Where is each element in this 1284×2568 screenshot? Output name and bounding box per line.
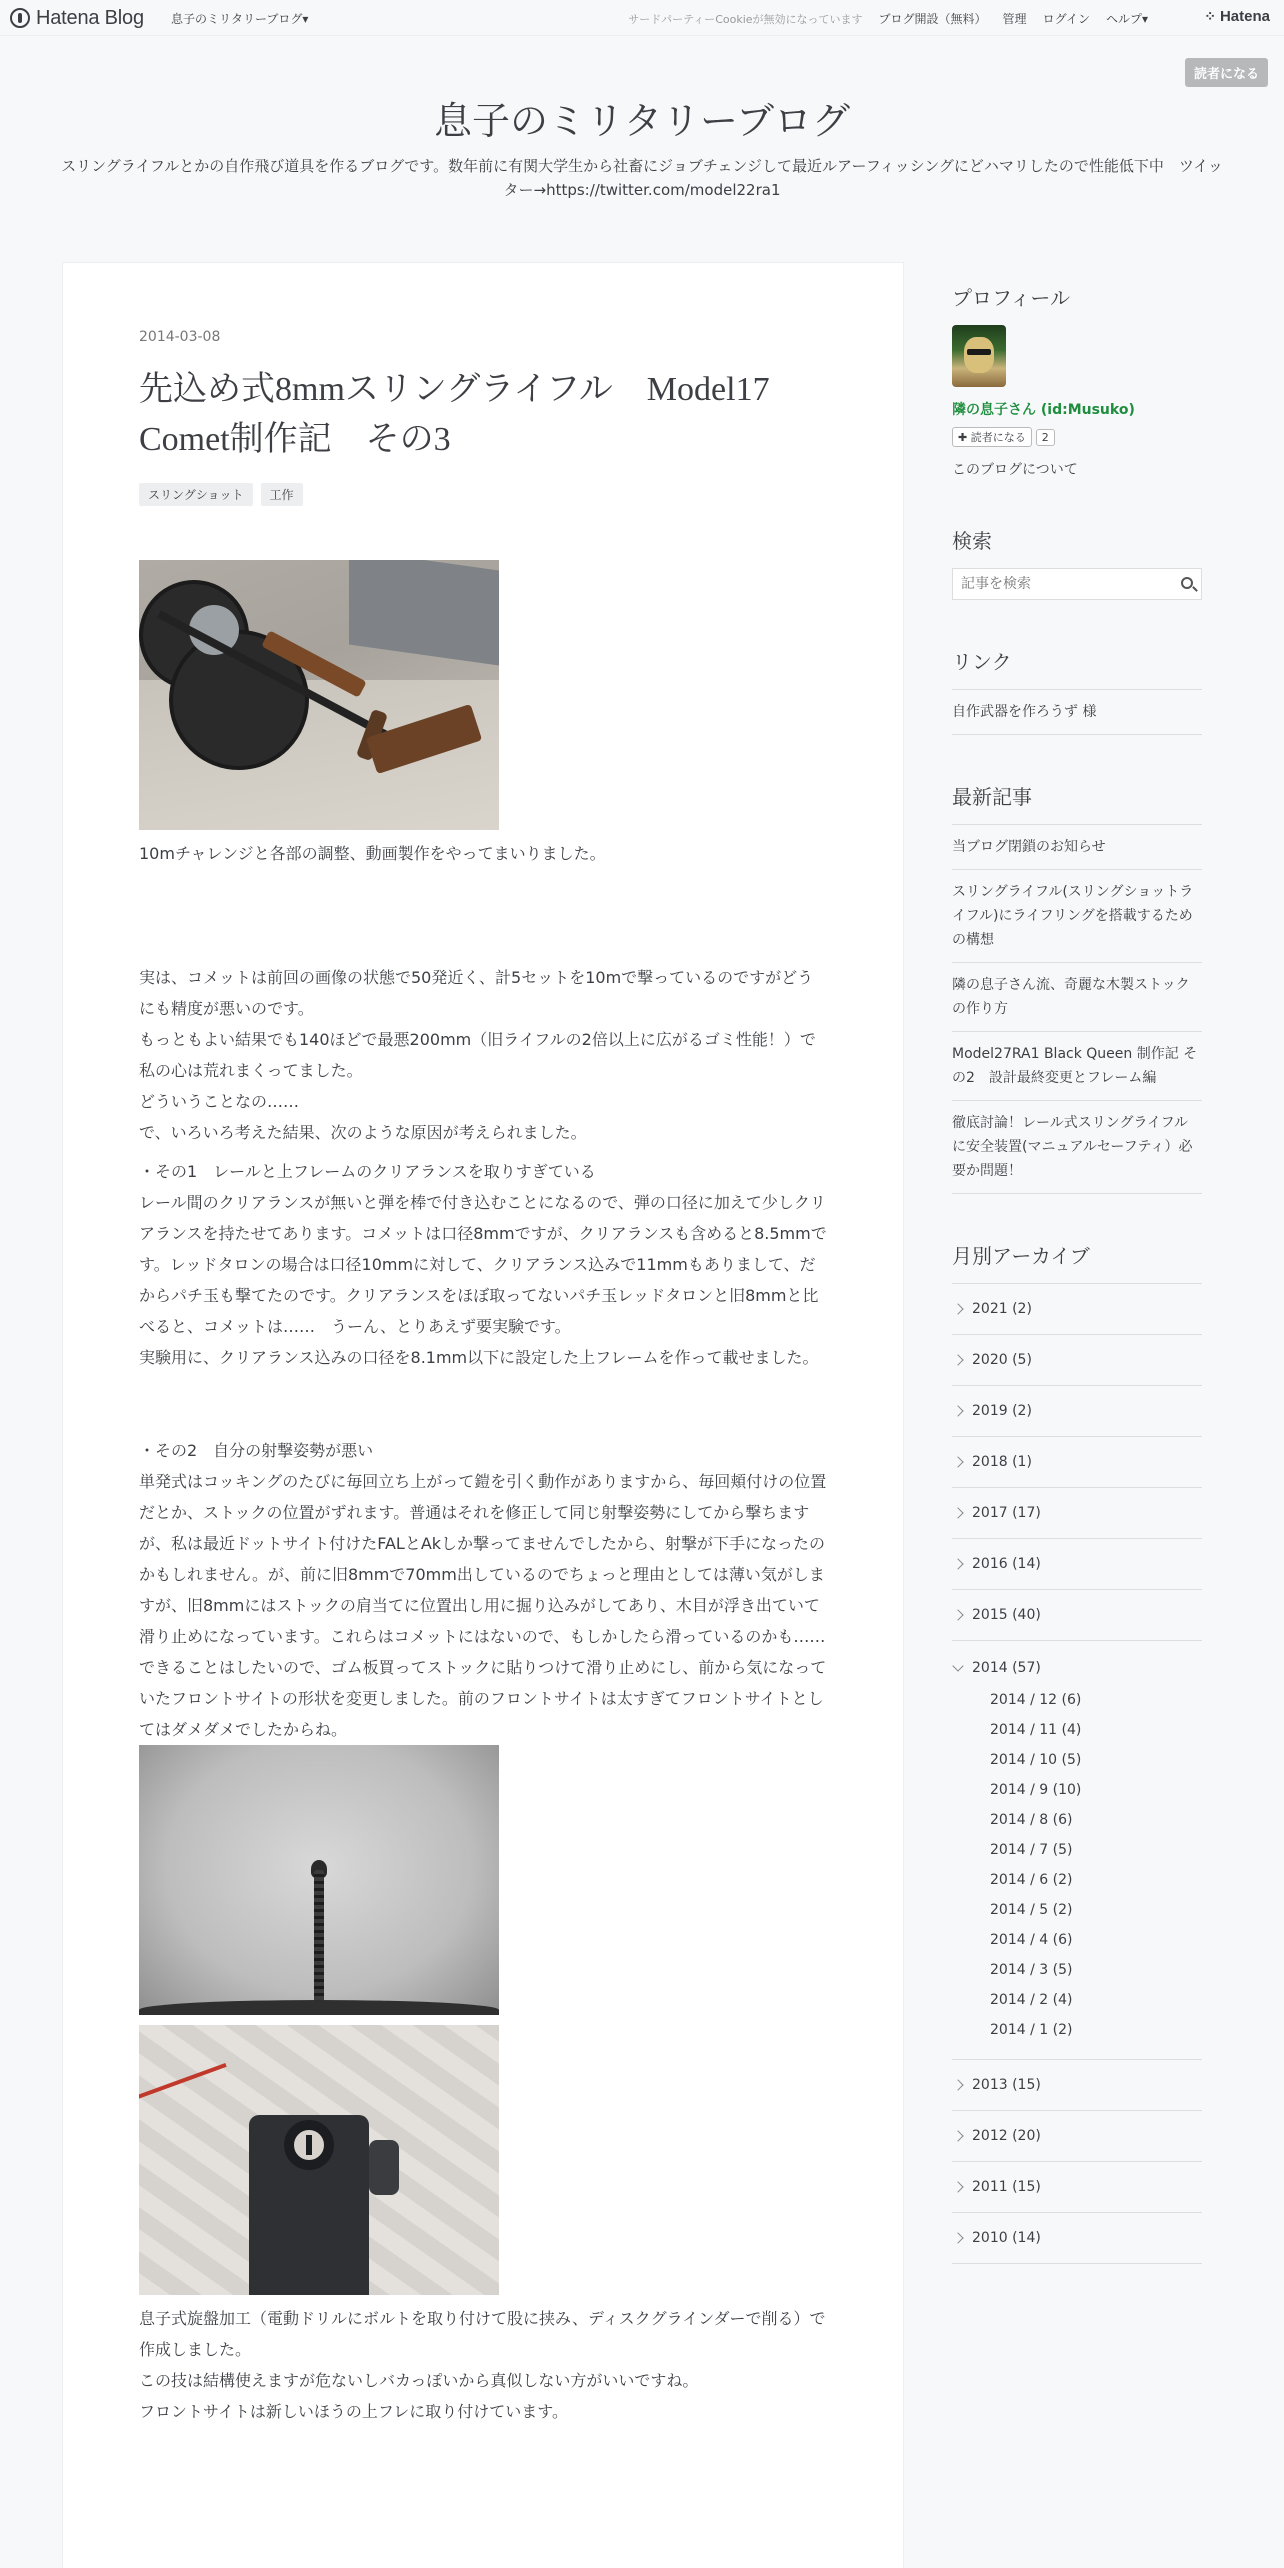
entry-body	[139, 560, 829, 2427]
recent-entry[interactable]: Model27RA1 Black Queen 制作記 その2 設計最終変更とフレーム編	[952, 1032, 1202, 1101]
paragraph: 単発式はコッキングのたびに毎回立ち上がって鎧を引く動作がありますから、毎回頬付けの位置だとか、ストックの位置がずれます。普通はそれを修正して同じ射撃姿勢にしてから撃ちますが、私は最近ドットサイト付けたFALとAkしか撃ってませんでしたから、射撃が下手になったのかもしれません。が、前に旧8mmで70mm出しているのでちょっと理由としては薄い気がしますが、旧8mmにはストックの肩当てに位置出し用に掘り込みがしてあり、木目が浮き出ていて滑り止めになっています。これらはコメットにはないので、もしかしたら滑っているのかも……	[139, 1472, 827, 1646]
blog-menu[interactable]: 息子のミリタリーブログ▾	[171, 12, 309, 26]
chevron-right-icon	[952, 2130, 963, 2141]
hatena-logo[interactable]	[1204, 8, 1270, 25]
paragraph: フロントサイトは新しいほうの上フレに取り付けています。	[139, 2402, 568, 2421]
profile-buttons	[952, 427, 1202, 447]
archive-month[interactable]: 2014 / 12 (6)	[990, 1692, 1082, 1708]
subscribe-button[interactable]: 読者になる	[1185, 58, 1268, 87]
chevron-right-icon	[952, 1609, 963, 1620]
front-sight-mounted-photo[interactable]	[139, 2025, 499, 2295]
links-list	[952, 689, 1202, 735]
recent-heading: 最新記事	[952, 785, 1032, 809]
logo-text: Hatena Blog	[36, 6, 144, 29]
archive-year-label: 2013 (15)	[972, 2077, 1041, 2093]
photo-door	[349, 560, 499, 666]
archive-month[interactable]: 2014 / 3 (5)	[990, 1962, 1073, 1978]
paragraph: で、いろいろ考えた結果、次のような原因が考えられました。	[139, 1123, 587, 1142]
spacer	[139, 1404, 829, 1435]
hatena-dots-icon: ⁘	[1204, 8, 1216, 24]
recent-list	[952, 824, 1202, 1194]
chevron-right-icon	[952, 1456, 963, 1467]
category-tag[interactable]: 工作	[261, 483, 303, 506]
archive-month[interactable]: 2014 / 2 (4)	[990, 1992, 1073, 2008]
archive-year[interactable]	[952, 1335, 1202, 1386]
entry-title-line2: Comet制作記 その3	[139, 421, 451, 458]
archive-list	[952, 1283, 1202, 2264]
photo-sight-post	[314, 1870, 324, 2005]
paragraph: 実は、コメットは前回の画像の状態で50発近く、計5セットを10mで撃っているのですがどうにも精度が悪いのです。	[139, 968, 814, 1018]
hatena-blog-logo[interactable]	[10, 6, 144, 30]
archive-year-label: 2012 (20)	[972, 2128, 1041, 2144]
help-menu[interactable]: ヘルプ▾	[1105, 12, 1148, 26]
spacer	[139, 900, 829, 931]
profile-heading: プロフィール	[952, 286, 1070, 310]
search-box	[952, 568, 1202, 600]
recent-entry[interactable]: 当ブログ閉鎖のお知らせ	[952, 825, 1202, 870]
rifle-photo[interactable]	[139, 560, 499, 830]
archive-year[interactable]	[952, 2213, 1202, 2264]
photo-sight-knob	[369, 2140, 399, 2195]
chevron-right-icon	[952, 1354, 963, 1365]
archive-month[interactable]: 2014 / 10 (5)	[990, 1752, 1082, 1768]
archive-month[interactable]: 2014 / 6 (2)	[990, 1872, 1073, 1888]
archive-year-label: 2011 (15)	[972, 2179, 1041, 2195]
spacer	[139, 1373, 829, 1404]
global-header	[0, 0, 1284, 36]
admin-link[interactable]: 管理	[1002, 12, 1027, 26]
archive-year-label: 2015 (40)	[972, 1607, 1041, 1623]
about-blog-link[interactable]: このブログについて	[952, 462, 1078, 478]
archive-year[interactable]	[952, 1590, 1202, 1641]
chevron-right-icon	[952, 1303, 963, 1314]
recent-entry[interactable]: スリングライフル(スリングショットライフル)にライフリングを搭載するための構想	[952, 870, 1202, 963]
blog-description: スリングライフルとかの自作飛び道具を作るブログです。数年前に有関大学生から社畜にジョブチェンジして最近ルアーフィッシングにどハマリしたので性能低下中 ツイッター→https://twitter.com/model22ra1	[61, 157, 1223, 199]
hatena-text: Hatena	[1219, 8, 1270, 25]
sidebar	[952, 282, 1202, 2310]
entry-categories	[139, 483, 829, 506]
archive-year[interactable]	[952, 1655, 1202, 1681]
archive-month[interactable]: 2014 / 4 (6)	[990, 1932, 1073, 1948]
archive-module	[952, 1240, 1202, 2264]
archive-month[interactable]: 2014 / 1 (2)	[990, 2022, 1073, 2038]
blog-title[interactable]: 息子のミリタリーブログ	[433, 99, 851, 143]
entry	[139, 329, 829, 2427]
archive-year-label: 2021 (2)	[972, 1301, 1032, 1317]
paragraph: ・その2 自分の射撃姿勢が悪い	[139, 1441, 374, 1460]
link-item[interactable]: 自作武器を作ろうず 様	[952, 690, 1202, 735]
archive-year[interactable]	[952, 2111, 1202, 2162]
entry-date[interactable]: 2014-03-08	[139, 329, 221, 345]
archive-year-label: 2016 (14)	[972, 1556, 1041, 1572]
archive-year[interactable]	[952, 2060, 1202, 2111]
paragraph: 息子式旋盤加工（電動ドリルにボルトを取り付けて股に挟み、ディスクグラインダーで削る）で作成しました。	[139, 2309, 826, 2359]
front-sight-post-photo[interactable]	[139, 1745, 499, 2015]
photo-sight-base	[139, 2000, 499, 2015]
profile-name[interactable]: 隣の息子さん (id:Musuko)	[952, 402, 1135, 418]
chevron-right-icon	[952, 1507, 963, 1518]
archive-year-label: 2018 (1)	[972, 1454, 1032, 1470]
spacer	[139, 869, 829, 900]
archive-month[interactable]: 2014 / 5 (2)	[990, 1902, 1073, 1918]
main-content	[62, 262, 904, 2568]
paragraph: できることはしたいので、ゴム板買ってストックに貼りつけて滑り止めにし、前から気になっていたフロントサイトの形状を変更しました。前のフロントサイトは太すぎてフロントサイトとしてはダメダメでしたからね。	[139, 1658, 827, 1739]
archive-year[interactable]	[952, 1284, 1202, 1335]
paragraph: レール間のクリアランスが無いと弾を棒で付き込むことになるので、弾の口径に加えて少しクリアランスを持たせてあります。コメットは口径8mmですが、クリアランスも含めると8.5mmです。レッドタロンの場合は口径10mmに対して、クリアランス込みで11mmもありまして、だからパチ玉も撃てたのです。クリアランスをほぼ取ってないパチ玉レッドタロンと旧8mmと比べると、コメットは…… うーん、とりあえず要実験です。	[139, 1193, 827, 1336]
entry-title[interactable]	[139, 365, 829, 465]
avatar[interactable]	[952, 325, 1006, 387]
archive-year[interactable]	[952, 1386, 1202, 1437]
hatena-blog-logo-icon	[10, 8, 30, 28]
archive-year-label: 2020 (5)	[972, 1352, 1032, 1368]
paragraph: どういうことなの……	[139, 1092, 300, 1111]
paragraph: もっともよい結果でも140ほどで最悪200mm（旧ライフルの2倍以上に広がるゴミ性能！）で私の心は荒れまくってました。	[139, 1030, 816, 1080]
archive-month[interactable]: 2014 / 11 (4)	[990, 1722, 1082, 1738]
subscriber-count[interactable]: 2	[1036, 429, 1055, 446]
profile-module	[952, 282, 1202, 479]
archive-month[interactable]: 2014 / 7 (5)	[990, 1842, 1073, 1858]
archive-year-label: 2019 (2)	[972, 1403, 1032, 1419]
archive-year[interactable]	[952, 1437, 1202, 1488]
links-module	[952, 646, 1202, 735]
chevron-right-icon	[952, 2079, 963, 2090]
chevron-right-icon	[952, 1405, 963, 1416]
archive-year[interactable]	[952, 2162, 1202, 2213]
chevron-right-icon	[952, 2181, 963, 2192]
entry-title-line1: 先込め式8mmスリングライフル Model17	[139, 371, 770, 408]
archive-year-label: 2010 (14)	[972, 2230, 1041, 2246]
chevron-down-icon	[952, 1660, 963, 1671]
paragraph: ・その1 レールと上フレームのクリアランスを取りすぎている	[139, 1162, 596, 1181]
archive-year-label: 2017 (17)	[972, 1505, 1041, 1521]
archive-year-open	[952, 1641, 1202, 2060]
paragraph: 実験用に、クリアランス込みの口径を8.1mm以下に設定した上フレームを作って載せました。	[139, 1348, 819, 1367]
recent-entry[interactable]: 隣の息子さん流、奇麗な木製ストックの作り方	[952, 963, 1202, 1032]
open-blog-link[interactable]: ブログ開設（無料）	[878, 12, 987, 26]
photo-sight-ring	[284, 2120, 334, 2170]
recent-entries-module	[952, 781, 1202, 1194]
paragraph: この技は結構使えますが危ないしバカっぽいから真似しない方がいいですね。	[139, 2371, 699, 2390]
header-right	[628, 10, 1164, 27]
category-tag[interactable]: スリングショット	[139, 483, 253, 506]
archive-year[interactable]	[952, 1488, 1202, 1539]
search-icon[interactable]	[1181, 577, 1193, 589]
cookie-notice[interactable]: サードパーティーCookieが無効になっています	[628, 12, 863, 26]
archive-year[interactable]	[952, 1539, 1202, 1590]
chevron-right-icon	[952, 2232, 963, 2243]
paragraph: 10mチャレンジと各部の調整、動画製作をやってまいりました。	[139, 844, 606, 863]
subscribe-small-button[interactable]: ✚ 読者になる	[952, 427, 1032, 447]
archive-month[interactable]: 2014 / 9 (10)	[990, 1782, 1082, 1798]
archive-heading: 月別アーカイブ	[952, 1244, 1090, 1268]
links-heading: リンク	[952, 650, 1012, 674]
photo-pen	[139, 2063, 227, 2101]
search-module	[952, 525, 1202, 600]
recent-entry[interactable]: 徹底討論！レール式スリングライフルに安全装置(マニュアルセーフティ）必要か問題！	[952, 1101, 1202, 1194]
login-link[interactable]: ログイン	[1042, 12, 1090, 26]
avatar-eyes	[967, 349, 991, 355]
search-input[interactable]	[953, 569, 1163, 599]
spacer	[139, 931, 829, 962]
avatar-face	[964, 337, 994, 373]
archive-year-label: 2014 (57)	[972, 1660, 1041, 1676]
search-heading: 検索	[952, 529, 992, 553]
chevron-right-icon	[952, 1558, 963, 1569]
archive-month[interactable]: 2014 / 8 (6)	[990, 1812, 1073, 1828]
